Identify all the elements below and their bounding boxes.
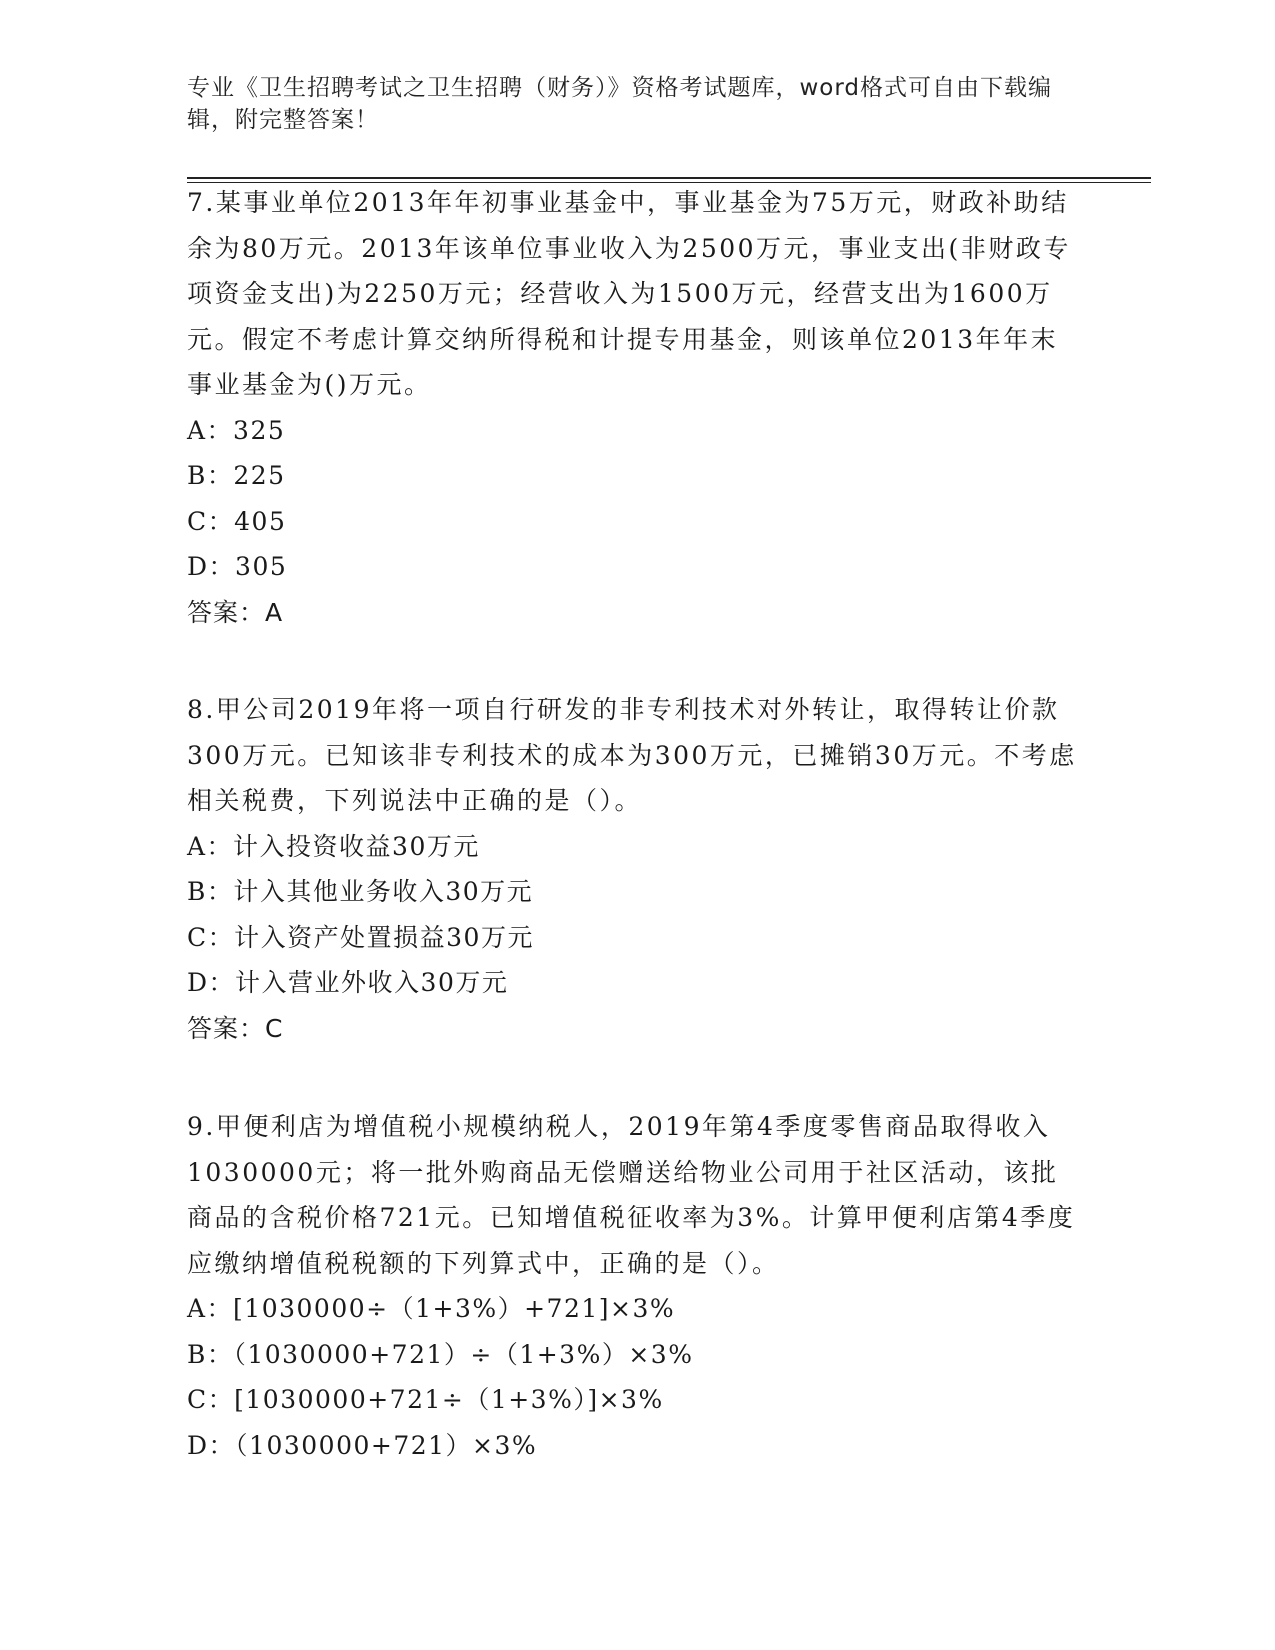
question-9 bbox=[187, 1104, 1077, 1468]
option-b: B：225 bbox=[187, 461, 286, 490]
option-c: C：计入资产处置损益30万元 bbox=[187, 922, 534, 952]
answer: 答案：A bbox=[187, 597, 284, 627]
question-text: 7.某事业单位2013年年初事业基金中，事业基金为75万元，财政补助结余为80万元。2013年该单位事业收入为2500万元，事业支出(非财政专项资金支出)为2250万元；经营收入为1500万元，经营支出为1600万元。假定不考虑计算交纳所得税和计提专用基金，则该单位2013年年末事业基金为()万元。 bbox=[187, 188, 1071, 399]
document-header: 专业《卫生招聘考试之卫生招聘（财务）》资格考试题库，word格式可自由下载编辑，附完整答案！ bbox=[187, 75, 1053, 133]
answer: 答案：C bbox=[187, 1013, 284, 1043]
option-c: C：405 bbox=[187, 506, 287, 536]
option-b: B：计入其他业务收入30万元 bbox=[187, 877, 534, 906]
question-7 bbox=[187, 180, 1077, 635]
question-text: 8.甲公司2019年将一项自行研发的非专利技术对外转让，取得转让价款300万元。已知该非专利技术的成本为300万元，已摊销30万元。不考虑相关税费，下列说法中正确的是（）。 bbox=[187, 695, 1077, 815]
option-b: B：（1030000+721）÷（1+3%）×3% bbox=[187, 1339, 694, 1369]
question-8 bbox=[187, 687, 1077, 1051]
option-d: D：（1030000+721）×3% bbox=[187, 1430, 538, 1460]
option-a: A：[1030000÷（1+3%）+721]×3% bbox=[187, 1294, 676, 1323]
header-divider bbox=[187, 177, 1151, 179]
option-c: C：[1030000+721÷（1+3%）]×3% bbox=[187, 1385, 664, 1414]
option-d: D：305 bbox=[187, 552, 288, 581]
option-d: D：计入营业外收入30万元 bbox=[187, 968, 509, 997]
option-a: A：计入投资收益30万元 bbox=[187, 831, 480, 861]
option-a: A：325 bbox=[187, 415, 286, 445]
question-text: 9.甲便利店为增值税小规模纳税人，2019年第4季度零售商品取得收入1030000元；将一批外购商品无偿赠送给物业公司用于社区活动，该批商品的含税价格721元。已知增值税征收率为3%。计算甲便利店第4季度应缴纳增值税税额的下列算式中，正确的是（）。 bbox=[187, 1112, 1076, 1278]
